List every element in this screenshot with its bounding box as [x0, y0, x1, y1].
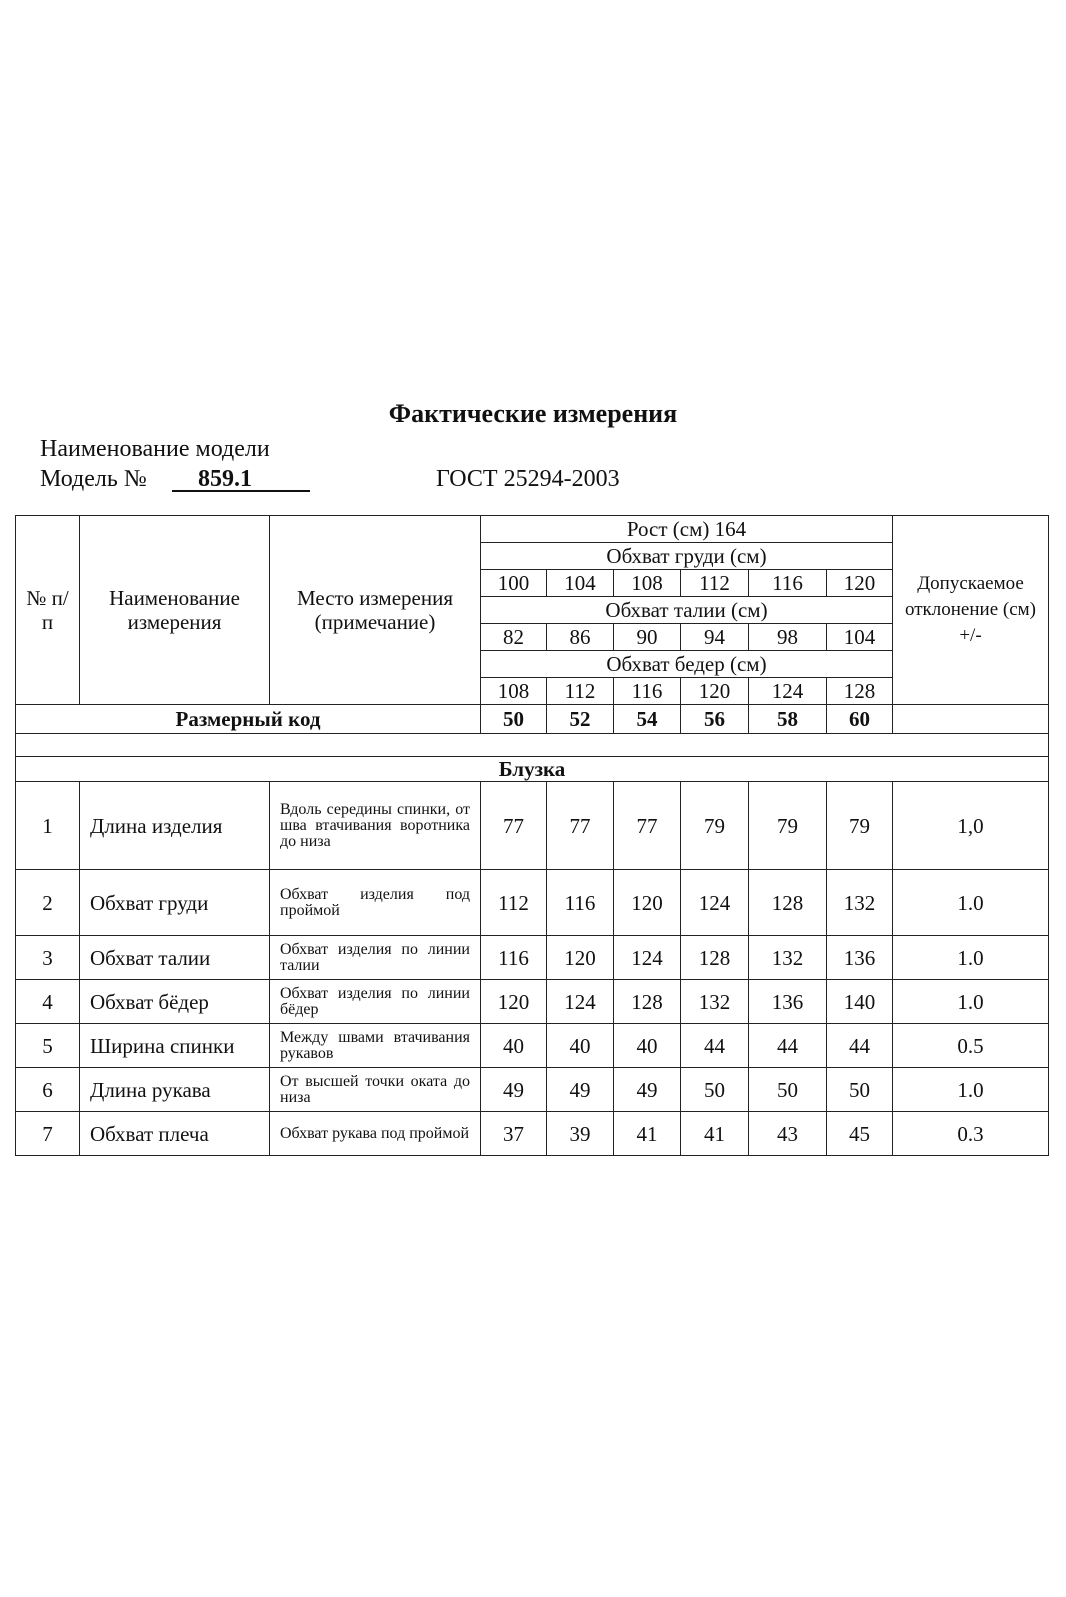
- table-row: [16, 870, 1049, 936]
- waist-value: 90: [614, 624, 681, 651]
- row-name: Обхват груди: [80, 870, 270, 936]
- spacer-row: [16, 734, 1049, 757]
- measurements-table: [15, 515, 1049, 1156]
- size-code: 54: [614, 705, 681, 734]
- row-value: 128: [749, 870, 827, 936]
- table-row: [16, 1024, 1049, 1068]
- row-number: 3: [16, 936, 80, 980]
- row-number: 6: [16, 1068, 80, 1112]
- row-value: 43: [749, 1112, 827, 1156]
- row-value: 41: [681, 1112, 749, 1156]
- header-height: Рост (см) 164: [481, 516, 893, 543]
- waist-value: 104: [827, 624, 893, 651]
- row-value: 120: [547, 936, 614, 980]
- row-note: Обхват рукава под проймой: [270, 1112, 481, 1156]
- row-value: 116: [481, 936, 547, 980]
- row-value: 44: [749, 1024, 827, 1068]
- row-value: 77: [481, 782, 547, 870]
- row-value: 49: [481, 1068, 547, 1112]
- waist-value: 86: [547, 624, 614, 651]
- waist-value: 98: [749, 624, 827, 651]
- size-code: 52: [547, 705, 614, 734]
- header-chest: Обхват груди (см): [481, 543, 893, 570]
- header-waist: Обхват талии (см): [481, 597, 893, 624]
- row-value: 79: [827, 782, 893, 870]
- row-tolerance: 1.0: [893, 1068, 1049, 1112]
- section-title: Блузка: [16, 757, 1049, 782]
- size-code: 60: [827, 705, 893, 734]
- row-value: 132: [827, 870, 893, 936]
- row-tolerance: 1.0: [893, 980, 1049, 1024]
- table-row: [16, 1068, 1049, 1112]
- row-value: 124: [681, 870, 749, 936]
- row-name: Длина рукава: [80, 1068, 270, 1112]
- row-value: 116: [547, 870, 614, 936]
- row-note: Обхват изделия по линии талии: [270, 936, 481, 980]
- chest-value: 100: [481, 570, 547, 597]
- row-value: 120: [614, 870, 681, 936]
- row-value: 40: [481, 1024, 547, 1068]
- row-value: 77: [614, 782, 681, 870]
- row-number: 7: [16, 1112, 80, 1156]
- row-note: От высшей точки оката до низа: [270, 1068, 481, 1112]
- row-value: 40: [547, 1024, 614, 1068]
- row-name: Ширина спинки: [80, 1024, 270, 1068]
- row-value: 41: [614, 1112, 681, 1156]
- header-hips: Обхват бедер (см): [481, 651, 893, 678]
- hips-value: 124: [749, 678, 827, 705]
- size-code: 56: [681, 705, 749, 734]
- size-code-empty: [893, 705, 1049, 734]
- header-place: Место измерения (примечание): [270, 516, 481, 705]
- hips-value: 108: [481, 678, 547, 705]
- waist-value: 94: [681, 624, 749, 651]
- model-number-label: Модель №: [40, 466, 147, 492]
- row-value: 50: [827, 1068, 893, 1112]
- row-note: Обхват изделия под проймой: [270, 870, 481, 936]
- size-code: 50: [481, 705, 547, 734]
- row-value: 140: [827, 980, 893, 1024]
- row-tolerance: 0.5: [893, 1024, 1049, 1068]
- row-value: 39: [547, 1112, 614, 1156]
- row-value: 50: [749, 1068, 827, 1112]
- row-value: 49: [614, 1068, 681, 1112]
- row-tolerance: 0.3: [893, 1112, 1049, 1156]
- row-value: 136: [749, 980, 827, 1024]
- row-value: 124: [614, 936, 681, 980]
- row-value: 44: [827, 1024, 893, 1068]
- hips-value: 112: [547, 678, 614, 705]
- row-value: 40: [614, 1024, 681, 1068]
- row-value: 128: [614, 980, 681, 1024]
- row-value: 37: [481, 1112, 547, 1156]
- table-row: [16, 980, 1049, 1024]
- header-tolerance: Допускаемое отклонение (см) +/-: [893, 516, 1049, 705]
- chest-value: 120: [827, 570, 893, 597]
- row-value: 112: [481, 870, 547, 936]
- row-value: 128: [681, 936, 749, 980]
- waist-value: 82: [481, 624, 547, 651]
- row-name: Обхват бёдер: [80, 980, 270, 1024]
- header-name: Наименование измерения: [80, 516, 270, 705]
- hips-value: 128: [827, 678, 893, 705]
- chest-value: 112: [681, 570, 749, 597]
- gost-label: ГОСТ 25294-2003: [436, 466, 620, 492]
- table-row: [16, 936, 1049, 980]
- row-tolerance: 1.0: [893, 870, 1049, 936]
- header-number: № п/п: [16, 516, 80, 705]
- chest-value: 116: [749, 570, 827, 597]
- row-value: 120: [481, 980, 547, 1024]
- row-note: Между швами втачивания рукавов: [270, 1024, 481, 1068]
- row-value: 79: [749, 782, 827, 870]
- row-value: 79: [681, 782, 749, 870]
- model-number-value: 859.1: [172, 463, 310, 492]
- row-value: 132: [681, 980, 749, 1024]
- size-code: 58: [749, 705, 827, 734]
- row-value: 124: [547, 980, 614, 1024]
- row-name: Обхват талии: [80, 936, 270, 980]
- row-value: 44: [681, 1024, 749, 1068]
- row-note: Вдоль середины спинки, от шва втачивания воротника до низа: [270, 782, 481, 870]
- chest-value: 104: [547, 570, 614, 597]
- row-number: 1: [16, 782, 80, 870]
- hips-value: 120: [681, 678, 749, 705]
- row-name: Длина изделия: [80, 782, 270, 870]
- row-name: Обхват плеча: [80, 1112, 270, 1156]
- row-tolerance: 1.0: [893, 936, 1049, 980]
- row-value: 136: [827, 936, 893, 980]
- model-name-label: Наименование модели: [40, 436, 270, 462]
- row-value: 45: [827, 1112, 893, 1156]
- hips-value: 116: [614, 678, 681, 705]
- row-tolerance: 1,0: [893, 782, 1049, 870]
- page-title: Фактические измерения: [388, 399, 678, 428]
- row-value: 77: [547, 782, 614, 870]
- row-number: 2: [16, 870, 80, 936]
- row-value: 50: [681, 1068, 749, 1112]
- table-row: [16, 782, 1049, 870]
- chest-value: 108: [614, 570, 681, 597]
- size-code-label: Размерный код: [16, 705, 481, 734]
- row-value: 49: [547, 1068, 614, 1112]
- row-value: 132: [749, 936, 827, 980]
- row-number: 5: [16, 1024, 80, 1068]
- row-note: Обхват изделия по линии бёдер: [270, 980, 481, 1024]
- row-number: 4: [16, 980, 80, 1024]
- table-row: [16, 1112, 1049, 1156]
